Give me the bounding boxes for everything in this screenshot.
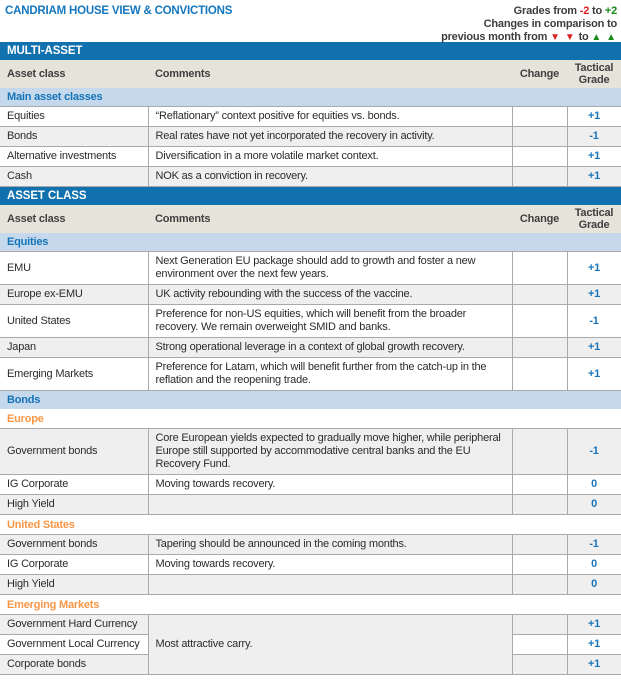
table-row [0, 555, 621, 575]
change-cell [512, 252, 567, 285]
legend-text: previous month from [441, 31, 548, 43]
table-row [0, 615, 621, 635]
asset-class-cell: Government Local Currency [0, 635, 148, 655]
table-row [0, 107, 621, 127]
subheader-label: Emerging Markets [0, 595, 621, 615]
legend-min-grade: -2 [579, 5, 590, 17]
asset-class-cell: Bonds [0, 127, 148, 147]
subheader-label: Bonds [0, 391, 621, 410]
col-header-tactical-grade: Tactical Grade [567, 60, 621, 88]
subheader-bonds [0, 391, 621, 410]
legend-line-changes: Changes in comparison to [483, 18, 617, 30]
comment-cell: Next Generation EU package should add to growth and foster a new environment over the next few years. [148, 252, 512, 285]
asset-class-cell: Corporate bonds [0, 655, 148, 675]
legend-text: to [592, 5, 602, 17]
tactical-grade-cell: +1 [567, 252, 621, 285]
legend-line-arrows [441, 31, 617, 44]
tactical-grade-cell: 0 [567, 475, 621, 495]
asset-class-cell: High Yield [0, 575, 148, 595]
comment-cell: Preference for Latam, which will benefit further from the catch-up in the reflation and the reopening trade. [148, 358, 512, 391]
change-cell [512, 615, 567, 635]
subheader-emerging-markets [0, 595, 621, 615]
subheader-united-states [0, 515, 621, 535]
down-triangles-icon: ▼ ▼ [550, 32, 576, 43]
change-cell [512, 475, 567, 495]
change-cell [512, 535, 567, 555]
column-header-row [0, 205, 621, 233]
comment-cell: Preference for non-US equities, which will benefit from the broader recovery. We remain overweight SMID and banks. [148, 305, 512, 338]
table-row [0, 358, 621, 391]
tactical-grade-cell: +1 [567, 167, 621, 187]
legend-line-grades [441, 5, 617, 18]
asset-class-cell: Cash [0, 167, 148, 187]
comment-cell: Diversification in a more volatile market context. [148, 147, 512, 167]
asset-class-cell: Japan [0, 338, 148, 358]
change-cell [512, 338, 567, 358]
comment-cell: Real rates have not yet incorporated the recovery in activity. [148, 127, 512, 147]
subheader-label: Main asset classes [0, 88, 621, 107]
legend-max-grade: +2 [604, 5, 617, 17]
col-header-change: Change [512, 60, 567, 88]
subheader-label: Equities [0, 233, 621, 252]
tactical-grade-cell: 0 [567, 495, 621, 515]
col-header-comments: Comments [148, 205, 512, 233]
table-row [0, 285, 621, 305]
asset-class-cell: EMU [0, 252, 148, 285]
column-header-row [0, 60, 621, 88]
change-cell [512, 107, 567, 127]
comment-cell: UK activity rebounding with the success of the vaccine. [148, 285, 512, 305]
tactical-grade-cell: +1 [567, 635, 621, 655]
table-row [0, 305, 621, 338]
comment-cell: NOK as a conviction in recovery. [148, 167, 512, 187]
table-row [0, 338, 621, 358]
change-cell [512, 305, 567, 338]
comment-cell: Strong operational leverage in a context of global growth recovery. [148, 338, 512, 358]
subheader-label: Europe [0, 409, 621, 429]
table-row [0, 535, 621, 555]
table-row [0, 167, 621, 187]
grades-legend [441, 5, 617, 44]
change-cell [512, 655, 567, 675]
change-cell [512, 495, 567, 515]
comment-cell: Moving towards recovery. [148, 475, 512, 495]
asset-class-cell: Europe ex-EMU [0, 285, 148, 305]
tactical-grade-cell: -1 [567, 429, 621, 475]
comment-cell: Core European yields expected to gradually move higher, while peripheral Europe still supported by accommodative central banks and the EU Recovery Fund. [148, 429, 512, 475]
table-row [0, 575, 621, 595]
convictions-table [0, 42, 621, 675]
col-header-asset-class: Asset class [0, 60, 148, 88]
tactical-grade-cell: -1 [567, 535, 621, 555]
change-cell [512, 127, 567, 147]
table-row [0, 127, 621, 147]
change-cell [512, 575, 567, 595]
tactical-grade-cell: -1 [567, 305, 621, 338]
legend-text: to [578, 31, 589, 43]
tactical-grade-cell: +1 [567, 615, 621, 635]
tactical-grade-cell: +1 [567, 338, 621, 358]
section-bar-asset-class [0, 187, 621, 206]
section-bar-multi-asset [0, 42, 621, 60]
subheader-main-asset-classes [0, 88, 621, 107]
asset-class-cell: Equities [0, 107, 148, 127]
page-header [0, 0, 621, 42]
change-cell [512, 555, 567, 575]
tactical-grade-cell: +1 [567, 655, 621, 675]
asset-class-cell: IG Corporate [0, 475, 148, 495]
page-title: CANDRIAM HOUSE VIEW & CONVICTIONS [5, 5, 233, 17]
section-title: MULTI-ASSET [0, 42, 621, 60]
table-row [0, 252, 621, 285]
col-header-comments: Comments [148, 60, 512, 88]
tactical-grade-cell: +1 [567, 147, 621, 167]
tactical-grade-cell: +1 [567, 107, 621, 127]
change-cell [512, 147, 567, 167]
asset-class-cell: IG Corporate [0, 555, 148, 575]
up-triangles-icon: ▲ ▲ [591, 32, 617, 43]
asset-class-cell: High Yield [0, 495, 148, 515]
comment-cell: Tapering should be announced in the coming months. [148, 535, 512, 555]
asset-class-cell: Government bonds [0, 535, 148, 555]
subheader-europe [0, 409, 621, 429]
tactical-grade-cell: +1 [567, 358, 621, 391]
subheader-equities [0, 233, 621, 252]
tactical-grade-cell: +1 [567, 285, 621, 305]
asset-class-cell: Government Hard Currency [0, 615, 148, 635]
comment-cell [148, 575, 512, 595]
col-header-tactical-grade: Tactical Grade [567, 205, 621, 233]
asset-class-cell: Emerging Markets [0, 358, 148, 391]
table-row [0, 147, 621, 167]
tactical-grade-cell: -1 [567, 127, 621, 147]
table-row [0, 429, 621, 475]
subheader-label: United States [0, 515, 621, 535]
merged-comment-cell: Most attractive carry. [148, 615, 512, 675]
legend-text: Grades from [513, 5, 577, 17]
asset-class-cell: Alternative investments [0, 147, 148, 167]
tactical-grade-cell: 0 [567, 555, 621, 575]
comment-cell: Moving towards recovery. [148, 555, 512, 575]
asset-class-cell: United States [0, 305, 148, 338]
table-row [0, 495, 621, 515]
col-header-change: Change [512, 205, 567, 233]
asset-class-cell: Government bonds [0, 429, 148, 475]
comment-cell: “Reflationary” context positive for equities vs. bonds. [148, 107, 512, 127]
change-cell [512, 167, 567, 187]
col-header-asset-class: Asset class [0, 205, 148, 233]
table-row [0, 475, 621, 495]
change-cell [512, 429, 567, 475]
comment-cell [148, 495, 512, 515]
change-cell [512, 635, 567, 655]
tactical-grade-cell: 0 [567, 575, 621, 595]
change-cell [512, 358, 567, 391]
change-cell [512, 285, 567, 305]
section-title: ASSET CLASS [0, 187, 621, 206]
